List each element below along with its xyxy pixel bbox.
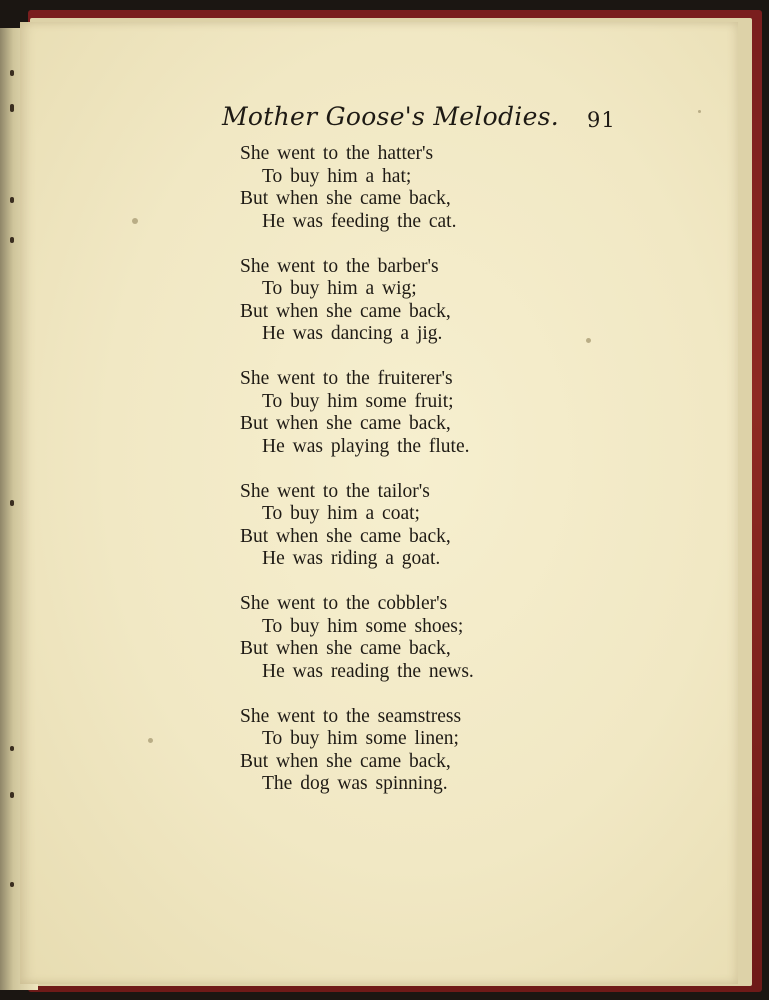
stanza (240, 706, 540, 796)
binding-stitch-mark (10, 70, 14, 76)
poem (240, 143, 540, 818)
poem-line: To buy him a hat; (262, 165, 412, 187)
running-head: Mother Goose's Melodies. (222, 102, 560, 131)
poem-line: To buy him a coat; (262, 503, 420, 524)
paper-speck (148, 738, 153, 743)
poem-line: But when she came back, (240, 300, 451, 322)
stanza (240, 481, 540, 571)
stanza (240, 143, 540, 233)
poem-line: He was reading the news. (262, 660, 474, 682)
binding-stitch-mark (10, 237, 14, 243)
poem-line: She went to the tailor's (240, 480, 430, 502)
paper-speck (132, 218, 138, 224)
paper-speck (586, 338, 591, 343)
poem-line: The dog was spinning. (262, 773, 448, 794)
stanza (240, 256, 540, 346)
poem-line: He was feeding the cat. (262, 210, 457, 232)
poem-line: To buy him some linen; (262, 728, 459, 749)
poem-line: But when she came back, (240, 413, 451, 434)
poem-line: She went to the cobbler's (240, 593, 448, 614)
poem-line: To buy him some shoes; (262, 615, 464, 637)
binding-stitch-mark (10, 500, 14, 506)
poem-line: He was playing the flute. (262, 435, 470, 457)
poem-line: But when she came back, (240, 188, 451, 209)
binding-stitch-mark (10, 746, 14, 751)
binding-stitch-mark (10, 104, 14, 112)
stanza (240, 368, 540, 458)
binding-stitch-mark (10, 882, 14, 887)
poem-line: But when she came back, (240, 750, 451, 772)
poem-line: He was riding a goat. (262, 548, 441, 569)
poem-line: She went to the seamstress (240, 705, 462, 727)
poem-line: But when she came back, (240, 525, 451, 547)
poem-line: To buy him a wig; (262, 278, 417, 299)
page-number: 91 (587, 108, 616, 132)
binding-stitch-mark (10, 197, 14, 203)
binding-stitch-mark (10, 792, 14, 798)
poem-line: She went to the hatter's (240, 143, 434, 164)
poem-line: She went to the barber's (240, 255, 439, 277)
stanza (240, 593, 540, 683)
poem-line: He was dancing a jig. (262, 323, 443, 344)
poem-line: She went to the fruiterer's (240, 368, 453, 389)
poem-line: To buy him some fruit; (262, 390, 454, 412)
paper-speck (698, 110, 701, 113)
poem-line: But when she came back, (240, 638, 451, 659)
